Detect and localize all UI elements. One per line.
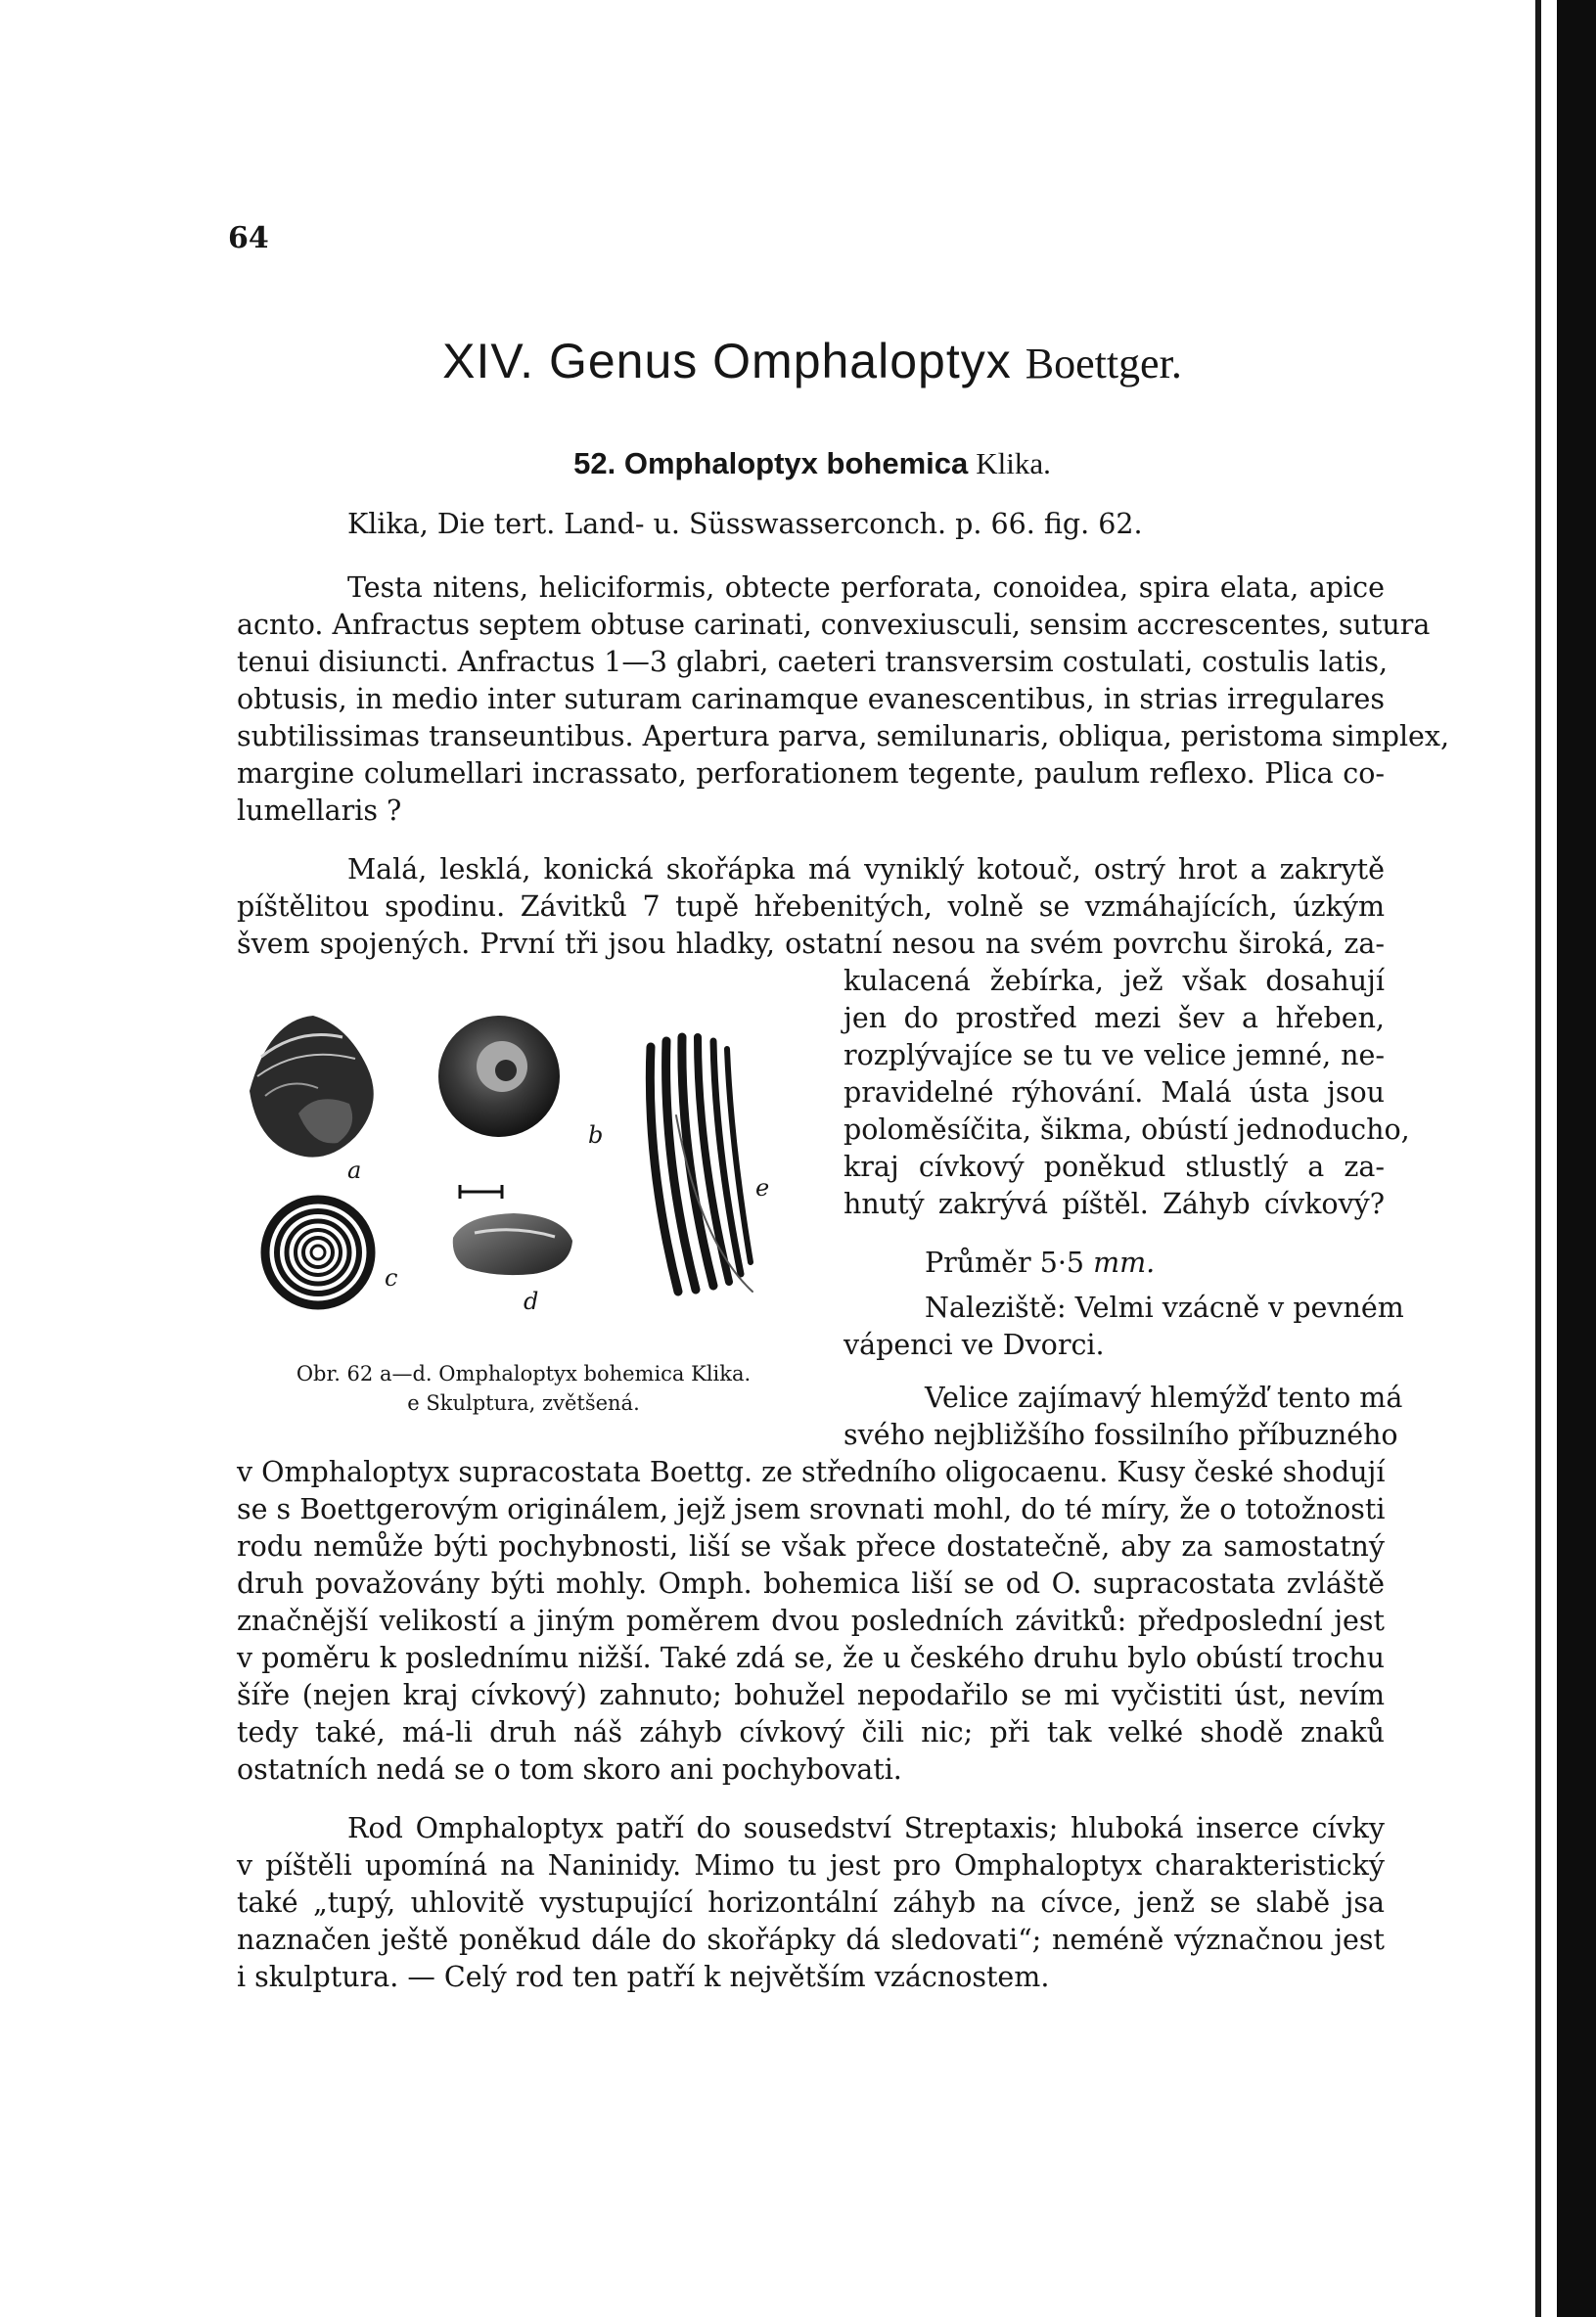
czech-line: kraj cívkový poněkud stlustlý a za- bbox=[844, 1151, 1385, 1183]
diameter-line bbox=[925, 1247, 1155, 1279]
note-line: v poměru k poslednímu nižší. Také zdá se, že u českého druhu bylo obústí trochu bbox=[237, 1642, 1385, 1674]
page-number: 64 bbox=[228, 221, 269, 255]
reference-line: Klika, Die tert. Land- u. Süsswasserconch. p. 66. fig. 62. bbox=[347, 508, 1143, 540]
species-heading bbox=[235, 446, 1390, 481]
czech-line: jen do prostřed mezi šev a hřeben, bbox=[844, 1002, 1385, 1034]
species-name: 52. Omphaloptyx bohemica bbox=[573, 446, 969, 480]
sculpture-ribs bbox=[650, 1037, 752, 1292]
diameter-unit: mm. bbox=[1093, 1247, 1156, 1279]
shell-aperture-detail bbox=[453, 1185, 572, 1275]
czech-line: švem spojených. První tři jsou hladky, ostatní nesou na svém povrchu široká, za- bbox=[237, 928, 1385, 960]
paragraph-line: Rod Omphaloptyx patří do sousedství Streptaxis; hluboká inserce cívky bbox=[347, 1812, 1385, 1844]
figure-label-d: d bbox=[524, 1288, 539, 1315]
latin-line: obtusis, in medio inter suturam carinamque evanescentibus, in strias irregulares bbox=[237, 683, 1385, 715]
latin-line: tenui disiuncti. Anfractus 1—3 glabri, caeteri transversim costulati, costulis latis, bbox=[237, 646, 1389, 678]
note-line: tedy také, má-li druh náš záhyb cívkový čili nic; při tak velké shodě znaků bbox=[237, 1716, 1385, 1749]
note-line: druh považovány býti mohly. Omph. bohemica liší se od O. supracostata zvláště bbox=[237, 1567, 1385, 1600]
figure-62 bbox=[240, 998, 807, 1350]
note-line: značnější velikostí a jiným poměrem dvou posledních závitků: předposlední jest bbox=[237, 1605, 1385, 1637]
diameter-value: 5·5 bbox=[1039, 1247, 1085, 1279]
czech-line: rozplývajíce se tu ve velice jemné, ne- bbox=[844, 1039, 1385, 1071]
shell-underside-view bbox=[438, 1016, 560, 1137]
note-line: rodu nemůže býti pochybnosti, liší se však přece dostatečně, aby za samostatný bbox=[237, 1530, 1385, 1563]
paragraph-line: naznačen ještě poněkud dále do skořápky dá sledovati“; neméně význačnou jest bbox=[237, 1924, 1385, 1956]
paragraph-line: v píštěli upomíná na Naninidy. Mimo tu jest pro Omphaloptyx charakteristický bbox=[237, 1849, 1385, 1882]
figure-caption-line-2: e Skulptura, zvětšená. bbox=[407, 1391, 640, 1415]
diameter-label: Průměr bbox=[925, 1247, 1031, 1279]
latin-line: lumellaris ? bbox=[237, 795, 402, 827]
locality-text: Velmi vzácně v pevném bbox=[1074, 1292, 1404, 1324]
shell-side-view bbox=[250, 1016, 374, 1158]
genus-name: XIV. Genus Omphaloptyx bbox=[442, 334, 1012, 388]
figure-label-c: c bbox=[385, 1264, 398, 1292]
species-author: Klika. bbox=[976, 446, 1051, 480]
figure-label-a: a bbox=[347, 1157, 362, 1184]
locality-line bbox=[925, 1292, 1404, 1324]
shell-apex-spiral bbox=[265, 1200, 371, 1305]
paragraph-line: i skulptura. — Celý rod ten patří k největším vzácnostem. bbox=[237, 1961, 1050, 1993]
note-line: svého nejbližšího fossilního příbuzného bbox=[844, 1419, 1398, 1451]
genus-title bbox=[235, 333, 1390, 389]
figure-label-b: b bbox=[588, 1121, 604, 1149]
latin-line: acnto. Anfractus septem obtuse carinati, convexiusculi, sensim accrescentes, sutura bbox=[237, 609, 1431, 641]
locality-line-2: vápenci ve Dvorci. bbox=[844, 1329, 1105, 1361]
czech-line: píštělitou spodinu. Závitků 7 tupě hřebenitých, volně se vzmáhajících, úzkým bbox=[237, 890, 1385, 923]
note-line: ostatních nedá se o tom skoro ani pochybovati. bbox=[237, 1753, 902, 1786]
page-edge-rule bbox=[1535, 0, 1541, 2317]
czech-line: hnutý zakrývá píštěl. Záhyb cívkový? bbox=[844, 1188, 1385, 1220]
note-line: šíře (nejen kraj cívkový) zahnuto; bohužel nepodařilo se mi vyčistiti úst, nevím bbox=[237, 1679, 1385, 1711]
figure-label-e: e bbox=[755, 1174, 770, 1202]
figure-caption-line-1: Obr. 62 a—d. Omphaloptyx bohemica Klika. bbox=[296, 1362, 752, 1386]
note-line: v Omphaloptyx supracostata Boettg. ze středního oligocaenu. Kusy české shodují bbox=[237, 1456, 1386, 1488]
locality-label: Naleziště: bbox=[925, 1292, 1067, 1324]
latin-line: margine columellari incrassato, perforationem tegente, paulum reflexo. Plica co- bbox=[237, 757, 1385, 790]
czech-line: Malá, lesklá, konická skořápka má vyniklý kotouč, ostrý hrot a zakrytě bbox=[347, 853, 1385, 886]
scan-border bbox=[1557, 0, 1596, 2317]
latin-line: Testa nitens, heliciformis, obtecte perforata, conoidea, spira elata, apice bbox=[347, 571, 1385, 604]
genus-author: Boettger. bbox=[1025, 340, 1182, 387]
note-line: Velice zajímavý hlemýžď tento má bbox=[925, 1382, 1403, 1414]
czech-line: poloměsíčita, šikma, obústí jednoducho, bbox=[844, 1113, 1410, 1146]
czech-line: pravidelné rýhování. Malá ústa jsou bbox=[844, 1076, 1385, 1109]
latin-line: subtilissimas transeuntibus. Apertura parva, semilunaris, obliqua, peristoma simplex, bbox=[237, 720, 1450, 752]
note-line: se s Boettgerovým originálem, jejž jsem srovnati mohl, do té míry, že o totožnosti bbox=[237, 1493, 1386, 1525]
czech-line: kulacená žebírka, jež však dosahují bbox=[844, 965, 1385, 997]
paragraph-line: také „tupý, uhlovitě vystupující horizontální záhyb na cívce, jenž se slabě jsa bbox=[237, 1886, 1385, 1919]
